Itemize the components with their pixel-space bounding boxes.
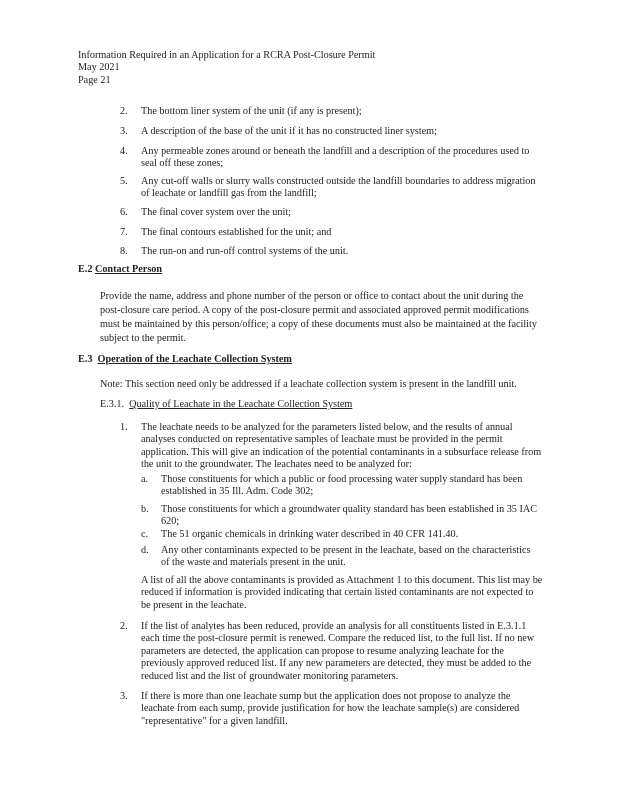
sub-list-item [141, 545, 541, 570]
e2-body: Provide the name, address and phone number of the person or office to contact about the unit during the post-closure care period. A copy of the post-closure permit and associated approved permit modifications must be maintained by this person/office; a copy of these documents must also be maintained at the facility subject to the permit. [100, 291, 537, 344]
list-text: The final cover system over the unit; [141, 207, 291, 218]
list-text: If the list of analytes has been reduced, provide an analysis for all constituents listed in E.3.1.1 each time the post-closure permit is renewed. Compare the reduced list, to the full list. If no new parameters are detected, the application can propose to resume analyzing leachate for the previously approved reduced list. If any new parameters are detected, they must be added to the reduced list and the list of groundwater monitoring parameters. [141, 621, 535, 682]
section-title: Contact Person [94, 264, 163, 275]
sub-list-letter: a. [141, 474, 149, 485]
e3-note: Note: This section need only be addressed if a leachate collection system is present in the landfill unit. [100, 379, 517, 390]
list-item [120, 146, 540, 171]
list-number: 4. [120, 146, 128, 157]
sub-list-text: Those constituents for which a groundwater quality standard has been established in 35 IAC 620; [161, 504, 537, 528]
sub-list-letter: c. [141, 529, 149, 540]
list-text: A description of the base of the unit if it has no constructed liner system; [141, 126, 437, 137]
header-date: May 2021 [78, 62, 120, 74]
list-item [120, 621, 545, 683]
subsection-number: E.3.1. [100, 399, 125, 410]
header-title: Information Required in an Application for a RCRA Post-Closure Permit [78, 50, 376, 61]
list-text: The final contours established for the unit; and [141, 227, 332, 238]
list-item [120, 246, 540, 258]
section-number: E.2 [78, 264, 93, 275]
list-text: The leachate needs to be analyzed for the parameters listed below, and the results of annual analyses conducted on representative samples of leachate must be provided in the permit application. This will give an indication of the potential contaminants in a subsurface release from the unit to the groundwater. The leachates need to be analyzed for: [141, 422, 542, 471]
sub-list-text: Those constituents for which a public or food processing water supply standard has been established in 35 Ill. Adm. Code 302; [161, 474, 523, 498]
section-heading-e2 [78, 264, 162, 276]
list-item [120, 176, 540, 201]
subsection-title: Quality of Leachate in the Leachate Collection System [129, 399, 353, 410]
subsection-heading-e31 [100, 399, 352, 411]
list-text: The bottom liner system of the unit (if any is present); [141, 106, 362, 117]
sub-list-item [141, 504, 541, 529]
list-number: 8. [120, 246, 128, 257]
attachment-note: A list of all the above contaminants is provided as Attachment 1 to this document. This list may be reduced if information is provided indicating that certain listed contaminants are not expected to be present in the leachate. [141, 575, 543, 611]
sub-list-letter: d. [141, 545, 149, 556]
list-text: Any cut-off walls or slurry walls constructed outside the landfill boundaries to address migration of leachate or landfill gas from the landfill; [141, 176, 536, 200]
sub-list-item [141, 474, 541, 499]
list-item [120, 422, 545, 472]
list-number: 3. [120, 691, 128, 702]
list-number: 1. [120, 422, 128, 433]
list-text: The run-on and run-off control systems of the unit. [141, 246, 349, 257]
page-header [78, 50, 375, 87]
sub-list-letter: b. [141, 504, 149, 515]
list-number: 7. [120, 227, 128, 238]
list-item [120, 227, 540, 239]
section-number: E.3 [78, 354, 93, 365]
header-page: Page 21 [78, 74, 111, 86]
list-number: 3. [120, 126, 128, 137]
list-text: Any permeable zones around or beneath the landfill and a description of the procedures used to seal off these zones; [141, 146, 530, 170]
list-item [120, 126, 540, 138]
list-number: 2. [120, 106, 128, 117]
list-number: 6. [120, 207, 128, 218]
list-number: 5. [120, 176, 128, 187]
section-title: Operation of the Leachate Collection System [97, 354, 292, 365]
list-item [120, 207, 540, 219]
list-text: If there is more than one leachate sump but the application does not propose to analyze the leachate from each sump, provide justification for how the leachate sample(s) are considered "representative" for a given landfill. [141, 691, 520, 727]
sub-list-item [141, 529, 541, 541]
list-item [120, 691, 545, 728]
sub-list-text: The 51 organic chemicals in drinking water described in 40 CFR 141.40. [161, 529, 459, 540]
section-heading-e3 [78, 354, 292, 366]
list-number: 2. [120, 621, 128, 632]
list-item [120, 106, 540, 118]
sub-list-text: Any other contaminants expected to be present in the leachate, based on the characteristics of the waste and materials present in the unit. [161, 545, 531, 569]
